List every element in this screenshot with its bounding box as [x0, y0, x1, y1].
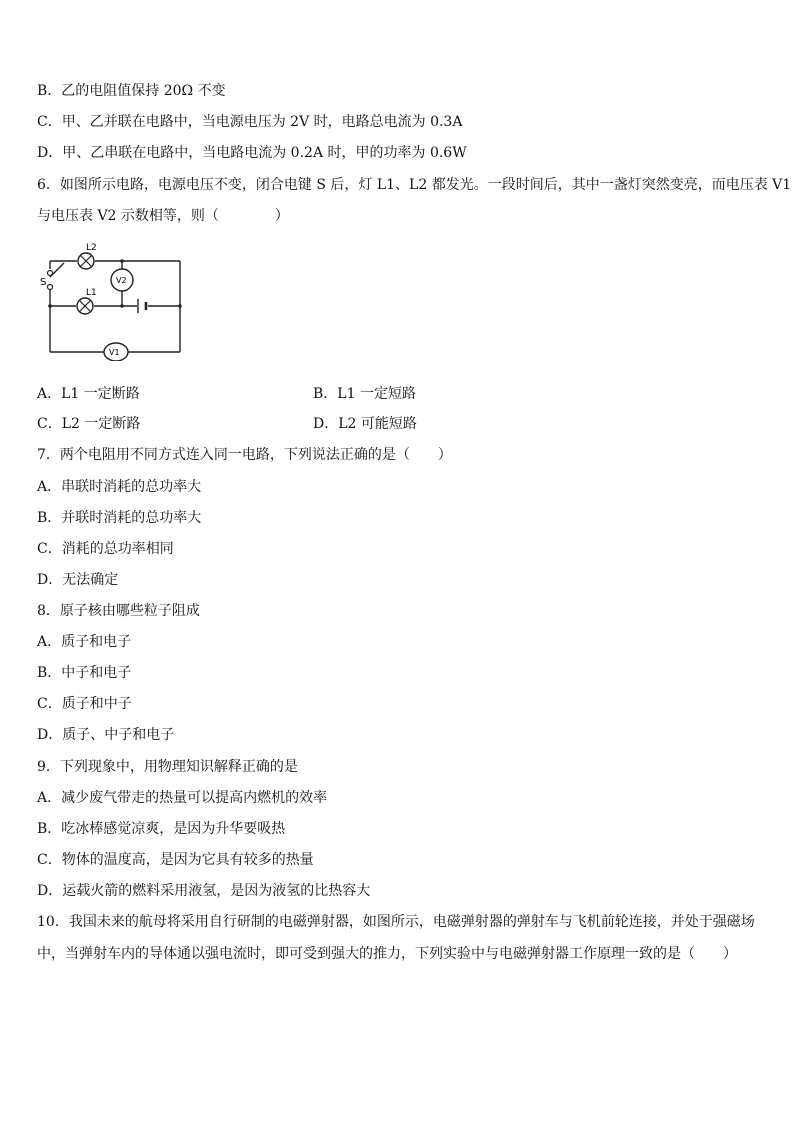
- q7-option-d: D．无法确定: [37, 572, 119, 588]
- battery-icon: [138, 299, 146, 313]
- label-s: S: [40, 277, 47, 288]
- q6-option-c: C．L2 一定断路: [37, 416, 141, 432]
- q8-option-a: A．质子和电子: [37, 634, 132, 650]
- q5-option-b: B．乙的电阻值保持 20Ω 不变: [37, 83, 226, 99]
- q9-option-c: C．物体的温度高，是因为它具有较多的热量: [37, 852, 314, 868]
- label-v1: V1: [109, 348, 120, 357]
- circuit-diagram: [34, 239, 189, 361]
- q7-option-a: A．串联时消耗的总功率大: [37, 479, 202, 495]
- q9-option-b: B．吃冰棒感觉凉爽，是因为升华要吸热: [37, 821, 286, 837]
- label-v2: V2: [116, 276, 127, 285]
- label-l2: L2: [86, 243, 97, 253]
- q6-option-d: D．L2 可能短路: [313, 416, 417, 432]
- q10-stem-line2: 中，当弹射车内的导体通以强电流时，即可受到强大的推力，下列实验中与电磁弹射器工作原理一致的是（ ）: [37, 946, 737, 962]
- label-l1: L1: [86, 288, 97, 298]
- q7-option-b: B．并联时消耗的总功率大: [37, 510, 202, 526]
- q6-option-a: A．L1 一定断路: [37, 386, 140, 402]
- q5-option-c: C．甲、乙并联在电路中，当电源电压为 2V 时，电路总电流为 0.3A: [37, 114, 463, 130]
- q8-stem: 8．原子核由哪些粒子阻成: [37, 603, 200, 619]
- q6-stem-line2: 与电压表 V2 示数相等，则（ ）: [37, 208, 289, 224]
- q7-stem: 7．两个电阻用不同方式连入同一电路，下列说法正确的是（ ）: [37, 447, 452, 463]
- lamp-l2-icon: [78, 253, 94, 269]
- q9-stem: 9．下列现象中，用物理知识解释正确的是: [37, 759, 298, 775]
- q8-option-d: D．质子、中子和电子: [37, 727, 175, 743]
- q6-option-b: B．L1 一定短路: [313, 386, 416, 402]
- q9-option-d: D．运载火箭的燃料采用液氢，是因为液氢的比热容大: [37, 883, 371, 899]
- q8-option-b: B．中子和电子: [37, 665, 132, 681]
- q8-option-c: C．质子和中子: [37, 696, 132, 712]
- lamp-l1-icon: [77, 298, 93, 314]
- q5-option-d: D．甲、乙串联在电路中，当电路电流为 0.2A 时，甲的功率为 0.6W: [37, 145, 467, 161]
- q6-stem-line1: 6．如图所示电路，电源电压不变，闭合电键 S 后，灯 L1、L2 都发光。一段时间后，其中一盏灯突然变亮，而电压表 V1: [37, 177, 792, 193]
- q10-stem-line1: 10．我国未来的航母将采用自行研制的电磁弹射器，如图所示，电磁弹射器的弹射车与飞机前轮连接，并处于强磁场: [37, 914, 755, 930]
- q9-option-a: A．减少废气带走的热量可以提高内燃机的效率: [37, 790, 328, 806]
- q7-option-c: C．消耗的总功率相同: [37, 541, 174, 557]
